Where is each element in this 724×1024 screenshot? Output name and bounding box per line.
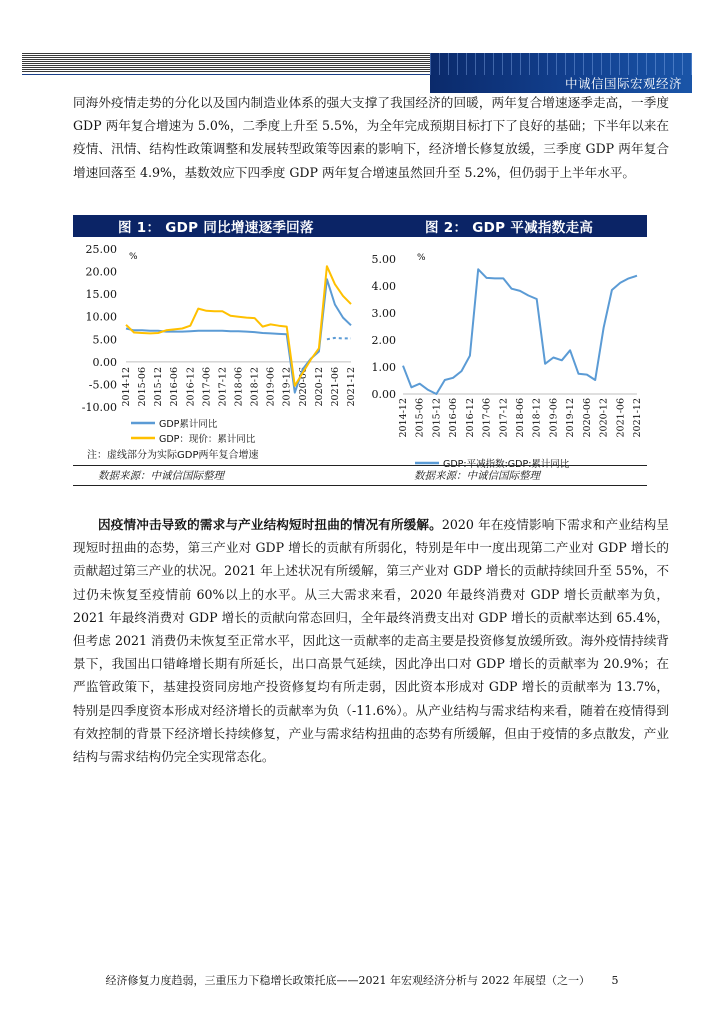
x-tick-label: 2019-12 bbox=[281, 367, 293, 407]
x-tick-label: 2020-06 bbox=[581, 398, 593, 438]
paragraph-1: 同海外疫情走势的分化以及国内制造业体系的强大支撑了我国经济的回暖，两年复合增速逐季走高，一季度 GDP 两年复合增速为 5.0%，二季度上升至 5.5%，为全年完成预期目标打下了良好的基础；下半年以来在疫情、汛情、结构性政策调整和发展转型政策等因素的影响下，经济增长修复放缓，三季度 GDP 两年复合增速回落至 4.9%，基数效应下四季度 GDP 两年复合增速虽然回升至 5.2%，但仍弱于上半年水平。 bbox=[73, 95, 669, 180]
x-tick-label: 2017-06 bbox=[201, 367, 213, 407]
footer-text: 经济修复力度趋弱，三重压力下稳增长政策托底——2021 年宏观经济分析与 2022 年展望（之一） bbox=[105, 974, 590, 987]
y-tick-label: 1.00 bbox=[371, 361, 396, 374]
page-number: 5 bbox=[611, 974, 619, 987]
x-tick-label: 2014-12 bbox=[121, 367, 132, 407]
x-tick-label: 2019-12 bbox=[565, 398, 577, 438]
x-tick-label: 2018-12 bbox=[531, 398, 543, 438]
series-line bbox=[327, 338, 351, 339]
x-tick-label: 2015-06 bbox=[414, 398, 426, 438]
x-tick-label: 2017-06 bbox=[481, 398, 493, 438]
figure-note: 注：虚线部分为实际GDP两年复合增速 bbox=[87, 450, 259, 461]
header-stripe-band bbox=[22, 53, 430, 73]
page-footer bbox=[0, 972, 724, 988]
x-tick-label: 2020-12 bbox=[313, 367, 325, 407]
x-tick-label: 2017-12 bbox=[217, 367, 229, 407]
series-line bbox=[403, 269, 637, 394]
y-tick-label: 20.00 bbox=[85, 265, 117, 279]
x-tick-label: 2018-06 bbox=[515, 398, 526, 438]
x-tick-label: 2016-06 bbox=[169, 367, 181, 407]
x-tick-label: 2020-12 bbox=[598, 398, 610, 438]
y-tick-label: -5.00 bbox=[88, 378, 117, 392]
y-tick-label: 2.00 bbox=[371, 334, 396, 347]
x-tick-label: 2021-06 bbox=[615, 398, 627, 438]
legend-label: GDP累计同比 bbox=[159, 419, 218, 430]
header-org-title: 中诚信国际宏观经济 bbox=[564, 76, 682, 91]
figure-2-source: 数据来源：中诚信国际整理 bbox=[414, 470, 540, 482]
source-rule-bottom bbox=[73, 485, 647, 486]
paragraph-2-lead: 因疫情冲击导致的需求与产业结构短时扭曲的情况有所缓解。 bbox=[98, 517, 442, 532]
x-tick-label: 2018-12 bbox=[249, 367, 261, 407]
header-brand-box bbox=[430, 53, 692, 93]
source-rule-top bbox=[73, 465, 647, 466]
figure-2-title: 图 2： GDP 平减指数走高 bbox=[425, 220, 594, 236]
x-tick-label: 2015-06 bbox=[137, 367, 149, 407]
header-pattern bbox=[430, 53, 692, 75]
x-tick-label: 2019-06 bbox=[265, 367, 277, 407]
paragraph-2-body: 2020 年在疫情影响下需求和产业结构呈现短时扭曲的态势，第三产业对 GDP 增长的贡献有所弱化，特别是年中一度出现第二产业对 GDP 增长的贡献超过第三产业的状况。2021 年上述状况有所缓解，第三产业对 GDP 增长的贡献持续回升至 55%，不过仍未恢复至疫情前 60%以上的水平。从三大需求来看，2020 年最终消费对 GDP 增长贡献率为负，2021 年最终消费对 GDP 增长的贡献向常态回归，全年最终消费支出对 GDP 增长的贡献率达到 65.4%，但考虑 2021 消费仍未恢复至正常水平，因此这一贡献率的走高主要是投资修复放缓所致。海外疫情持续背景下，我国出口错峰增长期有所延长，出口高景气延续，因此净出口对 GDP 增长的贡献率为 20.9%；在严监管政策下，基建投资同房地产投资修复均有所走弱，因此资本形成对 GDP 增长的贡献率为 13.7%，特别是四季度资本形成对经济增长的贡献率为负（-11.6%）。从产业结构与需求结构来看，随着在疫情得到有效控制的背景下经济增长持续修复，产业与需求结构扭曲的态势有所缓解，但由于疫情的多点散发，产业结构与需求结构仍完全实现常态化。 bbox=[73, 517, 669, 765]
y-tick-label: 5.00 bbox=[371, 253, 396, 266]
y-tick-label: 5.00 bbox=[92, 333, 117, 347]
header-rule bbox=[22, 74, 430, 75]
x-tick-label: 2017-12 bbox=[498, 398, 510, 438]
y-tick-label: 25.00 bbox=[85, 243, 117, 256]
x-tick-label: 2021-06 bbox=[329, 367, 341, 407]
figure-title-bar bbox=[73, 215, 647, 237]
x-tick-label: 2021-12 bbox=[632, 398, 643, 438]
x-tick-label: 2015-12 bbox=[153, 367, 165, 407]
x-tick-label: 2020-06 bbox=[297, 367, 309, 407]
y-tick-label: 0.00 bbox=[92, 355, 117, 369]
x-tick-label: 2018-06 bbox=[233, 367, 245, 407]
x-tick-label: 2019-06 bbox=[548, 398, 560, 438]
x-tick-label: 2015-12 bbox=[431, 398, 443, 438]
figure-1-title: 图 1： GDP 同比增速逐季回落 bbox=[118, 220, 314, 236]
y-tick-label: 10.00 bbox=[85, 310, 117, 324]
x-tick-label: 2016-06 bbox=[448, 398, 460, 438]
y-tick-label: 4.00 bbox=[371, 280, 396, 293]
paragraph-2 bbox=[73, 513, 669, 768]
x-tick-label: 2021-12 bbox=[346, 367, 357, 407]
x-tick-label: 2014-12 bbox=[398, 398, 409, 438]
legend-label: GDP：现价：累计同比 bbox=[159, 434, 256, 445]
figure-1-source: 数据来源：中诚信国际整理 bbox=[98, 470, 224, 482]
y-tick-label: 0.00 bbox=[371, 388, 396, 401]
y-tick-label: 3.00 bbox=[371, 307, 396, 320]
chart-gdp-yoy bbox=[73, 240, 368, 445]
y-tick-label: 15.00 bbox=[85, 288, 117, 302]
x-tick-label: 2016-12 bbox=[185, 367, 197, 407]
y-tick-label: -10.00 bbox=[81, 401, 117, 414]
y-unit-label: % bbox=[417, 253, 426, 263]
chart-gdp-deflator bbox=[365, 240, 650, 472]
y-unit-label: % bbox=[129, 252, 138, 262]
x-tick-label: 2016-12 bbox=[464, 398, 476, 438]
